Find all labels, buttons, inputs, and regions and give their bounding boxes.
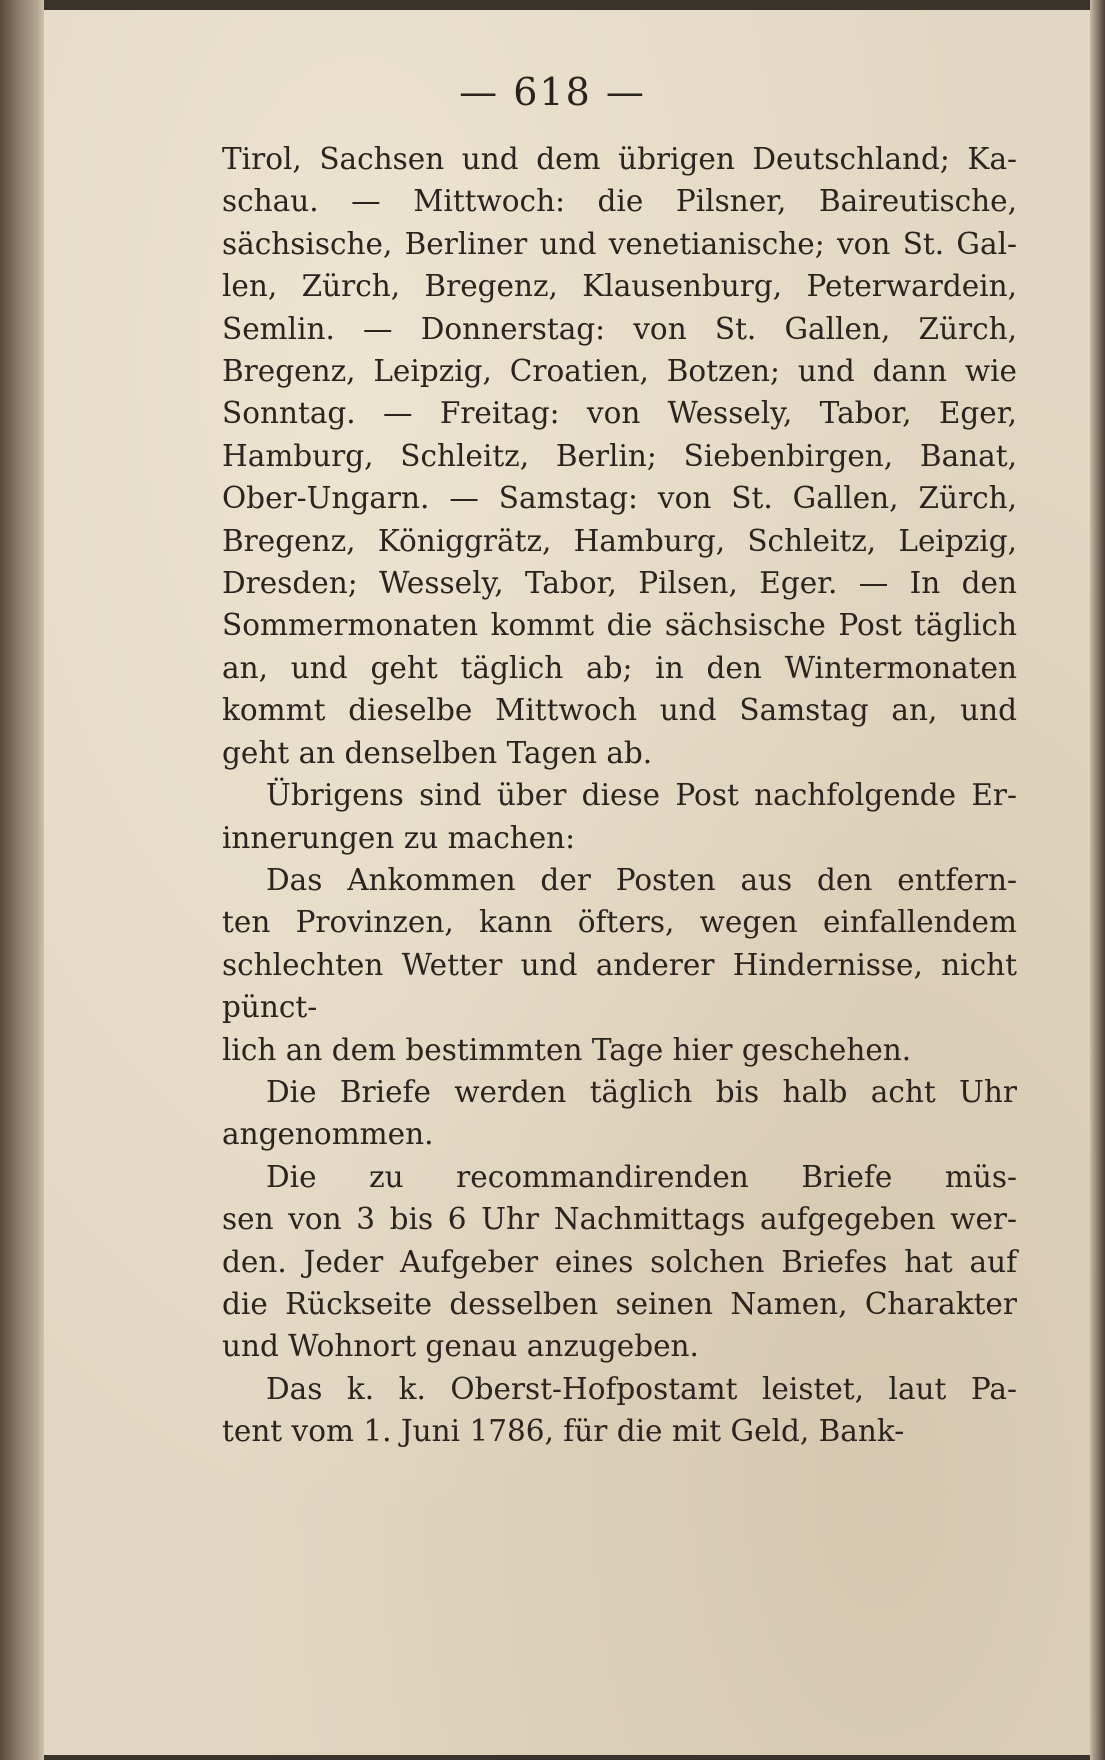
text-block xyxy=(222,138,1017,1453)
text-line: Semlin. — Donnerstag: von St. Gallen, Zürch, xyxy=(222,311,1017,346)
text-line: innerungen zu machen: xyxy=(222,820,576,855)
text-line: kommt dieselbe Mittwoch und Samstag an, und xyxy=(222,693,1017,728)
text-line: sen von 3 bis 6 Uhr Nachmittags aufgegeben wer- xyxy=(222,1202,1017,1237)
text-line: und Wohnort genau anzugeben. xyxy=(222,1329,699,1364)
text-line: Bregenz, Königgrätz, Hamburg, Schleitz, Leipzig, xyxy=(222,523,1017,558)
text-line: schlechten Wetter und anderer Hindernisse, nicht pünct- xyxy=(222,947,1017,1025)
text-line: Übrigens sind über diese Post nachfolgende Er- xyxy=(266,778,1017,813)
text-line: den. Jeder Aufgeber eines solchen Briefes hat auf xyxy=(222,1244,1017,1279)
text-line: Sonntag. — Freitag: von Wessely, Tabor, Eger, xyxy=(222,396,1017,431)
book-binding xyxy=(0,0,44,1760)
page-edge-shadow xyxy=(1090,0,1105,1760)
text-line: ten Provinzen, kann öfters, wegen einfallendem xyxy=(222,905,1017,940)
text-line: Das k. k. Oberst-Hofpostamt leistet, laut Pa- xyxy=(266,1371,1017,1406)
text-line: schau. — Mittwoch: die Pilsner, Baireutische, xyxy=(222,184,1017,219)
page-number: — 618 — xyxy=(459,70,646,114)
text-line: len, Zürch, Bregenz, Klausenburg, Peterwardein, xyxy=(222,269,1017,304)
text-line: Bregenz, Leipzig, Croatien, Botzen; und dann wie xyxy=(222,354,1017,389)
text-line: angenommen. xyxy=(222,1117,434,1152)
text-line: Die zu recommandirenden Briefe müs- xyxy=(266,1159,1017,1194)
text-line: die Rückseite desselben seinen Namen, Charakter xyxy=(222,1286,1017,1321)
text-line: geht an denselben Tagen ab. xyxy=(222,735,653,770)
text-line: Sommermonaten kommt die sächsische Post täglich xyxy=(222,608,1017,643)
text-line: Hamburg, Schleitz, Berlin; Siebenbirgen, Banat, xyxy=(222,438,1017,473)
text-line: an, und geht täglich ab; in den Wintermonaten xyxy=(222,650,1017,685)
text-line: tent vom 1. Juni 1786, für die mit Geld, Bank- xyxy=(222,1414,905,1449)
text-line: Ober-Ungarn. — Samstag: von St. Gallen, Zürch, xyxy=(222,481,1017,516)
text-line: Die Briefe werden täglich bis halb acht Uhr xyxy=(266,1074,1017,1109)
text-line: Das Ankommen der Posten aus den entfern- xyxy=(266,862,1017,897)
text-line: sächsische, Berliner und venetianische; von St. Gal- xyxy=(222,226,1017,261)
text-line: Tirol, Sachsen und dem übrigen Deutschland; Ka- xyxy=(222,142,1017,176)
text-line: Dresden; Wessely, Tabor, Pilsen, Eger. — In den xyxy=(222,566,1017,601)
text-line: lich an dem bestimmten Tage hier geschehen. xyxy=(222,1032,912,1067)
